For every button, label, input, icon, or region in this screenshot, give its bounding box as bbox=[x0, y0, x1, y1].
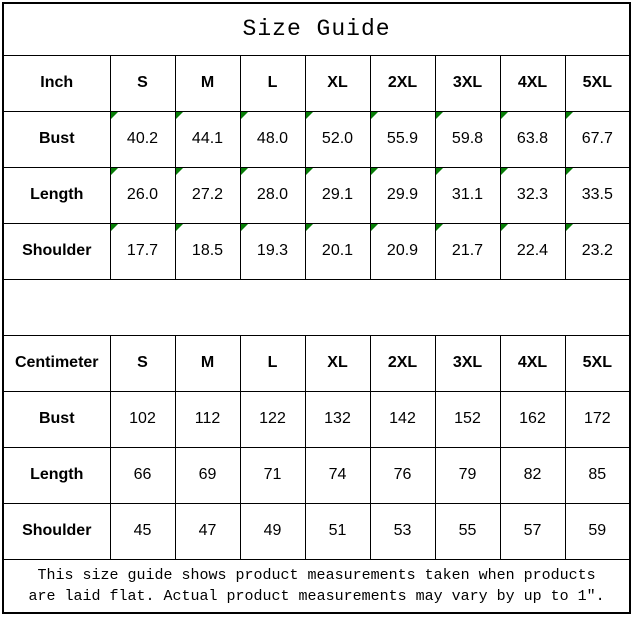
corner-flag-icon bbox=[566, 168, 573, 175]
size-header-cell: 2XL bbox=[370, 55, 435, 111]
measurement-cell bbox=[175, 223, 240, 279]
corner-flag-icon bbox=[501, 112, 508, 119]
measurement-value: 67.7 bbox=[581, 130, 613, 147]
size-header-cell: 5XL bbox=[565, 55, 630, 111]
inch-header-row bbox=[3, 55, 630, 111]
corner-flag-icon bbox=[241, 224, 248, 231]
measurement-cell bbox=[565, 223, 630, 279]
measurement-cell bbox=[435, 223, 500, 279]
size-header-cell: 3XL bbox=[435, 55, 500, 111]
measurement-cell: 85 bbox=[565, 447, 630, 503]
size-header-cell: XL bbox=[305, 55, 370, 111]
measurement-cell bbox=[110, 111, 175, 167]
measurement-cell: 45 bbox=[110, 503, 175, 559]
size-header-cell: L bbox=[240, 55, 305, 111]
size-header-cell: 2XL bbox=[370, 335, 435, 391]
measurement-cell: 71 bbox=[240, 447, 305, 503]
cm-length-row bbox=[3, 447, 630, 503]
measurement-value: 44.1 bbox=[191, 130, 224, 147]
measurement-cell: 47 bbox=[175, 503, 240, 559]
measurement-cell bbox=[305, 111, 370, 167]
unit-header-inch: Inch bbox=[3, 55, 110, 111]
size-header-cell: M bbox=[175, 335, 240, 391]
corner-flag-icon bbox=[111, 112, 118, 119]
measurement-cell: 57 bbox=[500, 503, 565, 559]
corner-flag-icon bbox=[371, 112, 378, 119]
measurement-value: 29.1 bbox=[321, 186, 354, 203]
measurement-cell: 55 bbox=[435, 503, 500, 559]
size-header-cell: S bbox=[110, 335, 175, 391]
corner-flag-icon bbox=[436, 112, 443, 119]
measurement-cell: 162 bbox=[500, 391, 565, 447]
measurement-cell: 79 bbox=[435, 447, 500, 503]
measurement-cell bbox=[175, 111, 240, 167]
corner-flag-icon bbox=[176, 112, 183, 119]
row-label: Shoulder bbox=[3, 503, 110, 559]
measurement-value: 28.0 bbox=[256, 186, 289, 203]
measurement-value: 17.7 bbox=[126, 242, 159, 259]
cm-header-row bbox=[3, 335, 630, 391]
measurement-cell bbox=[565, 167, 630, 223]
measurement-cell: 59 bbox=[565, 503, 630, 559]
measurement-cell: 49 bbox=[240, 503, 305, 559]
corner-flag-icon bbox=[501, 168, 508, 175]
measurement-cell: 51 bbox=[305, 503, 370, 559]
corner-flag-icon bbox=[111, 168, 118, 175]
corner-flag-icon bbox=[241, 168, 248, 175]
corner-flag-icon bbox=[436, 168, 443, 175]
row-label: Bust bbox=[3, 111, 110, 167]
measurement-value: 26.0 bbox=[126, 186, 159, 203]
measurement-value: 31.1 bbox=[451, 186, 484, 203]
measurement-value: 29.9 bbox=[386, 186, 419, 203]
measurement-cell: 132 bbox=[305, 391, 370, 447]
measurement-cell: 122 bbox=[240, 391, 305, 447]
measurement-value: 27.2 bbox=[191, 186, 224, 203]
measurement-cell bbox=[240, 223, 305, 279]
measurement-cell: 142 bbox=[370, 391, 435, 447]
spacer-row bbox=[3, 279, 630, 335]
measurement-value: 48.0 bbox=[256, 130, 289, 147]
unit-header-centimeter: Centimeter bbox=[3, 335, 110, 391]
measurement-cell bbox=[500, 167, 565, 223]
row-label: Length bbox=[3, 167, 110, 223]
measurement-value: 40.2 bbox=[126, 130, 159, 147]
corner-flag-icon bbox=[306, 168, 313, 175]
size-header-cell: M bbox=[175, 55, 240, 111]
footer-note bbox=[3, 559, 630, 613]
measurement-cell: 102 bbox=[110, 391, 175, 447]
corner-flag-icon bbox=[436, 224, 443, 231]
measurement-cell bbox=[370, 111, 435, 167]
corner-flag-icon bbox=[371, 168, 378, 175]
corner-flag-icon bbox=[371, 224, 378, 231]
cm-shoulder-row bbox=[3, 503, 630, 559]
measurement-cell bbox=[305, 167, 370, 223]
corner-flag-icon bbox=[501, 224, 508, 231]
measurement-cell: 69 bbox=[175, 447, 240, 503]
page-title: Size Guide bbox=[3, 3, 630, 55]
cm-bust-row bbox=[3, 391, 630, 447]
corner-flag-icon bbox=[176, 168, 183, 175]
measurement-cell bbox=[370, 223, 435, 279]
measurement-value: 55.9 bbox=[386, 130, 419, 147]
corner-flag-icon bbox=[241, 112, 248, 119]
measurement-value: 20.9 bbox=[386, 242, 419, 259]
row-label: Length bbox=[3, 447, 110, 503]
inch-shoulder-row bbox=[3, 223, 630, 279]
size-header-cell: 4XL bbox=[500, 55, 565, 111]
inch-bust-row bbox=[3, 111, 630, 167]
measurement-cell: 76 bbox=[370, 447, 435, 503]
measurement-value: 52.0 bbox=[321, 130, 354, 147]
measurement-cell bbox=[500, 223, 565, 279]
measurement-cell bbox=[565, 111, 630, 167]
measurement-value: 59.8 bbox=[451, 130, 484, 147]
measurement-value: 18.5 bbox=[191, 242, 224, 259]
measurement-value: 32.3 bbox=[516, 186, 549, 203]
measurement-cell bbox=[435, 111, 500, 167]
measurement-cell bbox=[110, 167, 175, 223]
size-header-cell: 5XL bbox=[565, 335, 630, 391]
corner-flag-icon bbox=[566, 224, 573, 231]
measurement-cell: 82 bbox=[500, 447, 565, 503]
measurement-value: 23.2 bbox=[581, 242, 613, 259]
measurement-cell bbox=[240, 111, 305, 167]
size-header-cell: 4XL bbox=[500, 335, 565, 391]
row-label: Shoulder bbox=[3, 223, 110, 279]
measurement-cell: 152 bbox=[435, 391, 500, 447]
measurement-cell bbox=[110, 223, 175, 279]
size-guide-table bbox=[2, 2, 631, 614]
measurement-value: 63.8 bbox=[516, 130, 549, 147]
title-row bbox=[3, 3, 630, 55]
measurement-value: 22.4 bbox=[516, 242, 549, 259]
measurement-value: 33.5 bbox=[581, 186, 613, 203]
measurement-cell bbox=[500, 111, 565, 167]
measurement-cell: 74 bbox=[305, 447, 370, 503]
spacer-cell bbox=[3, 279, 630, 335]
measurement-value: 20.1 bbox=[321, 242, 354, 259]
measurement-cell bbox=[175, 167, 240, 223]
measurement-cell: 112 bbox=[175, 391, 240, 447]
measurement-cell bbox=[305, 223, 370, 279]
size-header-cell: L bbox=[240, 335, 305, 391]
corner-flag-icon bbox=[111, 224, 118, 231]
footer-row bbox=[3, 559, 630, 613]
size-header-cell: S bbox=[110, 55, 175, 111]
measurement-cell: 53 bbox=[370, 503, 435, 559]
measurement-value: 19.3 bbox=[256, 242, 289, 259]
corner-flag-icon bbox=[306, 224, 313, 231]
size-header-cell: 3XL bbox=[435, 335, 500, 391]
inch-length-row bbox=[3, 167, 630, 223]
measurement-cell: 66 bbox=[110, 447, 175, 503]
measurement-cell: 172 bbox=[565, 391, 630, 447]
measurement-value: 21.7 bbox=[451, 242, 484, 259]
corner-flag-icon bbox=[566, 112, 573, 119]
measurement-cell bbox=[370, 167, 435, 223]
row-label: Bust bbox=[3, 391, 110, 447]
measurement-cell bbox=[435, 167, 500, 223]
footer-note-line1: This size guide shows product measurements taken when products bbox=[37, 566, 596, 584]
corner-flag-icon bbox=[306, 112, 313, 119]
corner-flag-icon bbox=[176, 224, 183, 231]
measurement-cell bbox=[240, 167, 305, 223]
size-header-cell: XL bbox=[305, 335, 370, 391]
footer-note-line2: are laid flat. Actual product measurements may vary by up to 1″. bbox=[28, 587, 605, 605]
